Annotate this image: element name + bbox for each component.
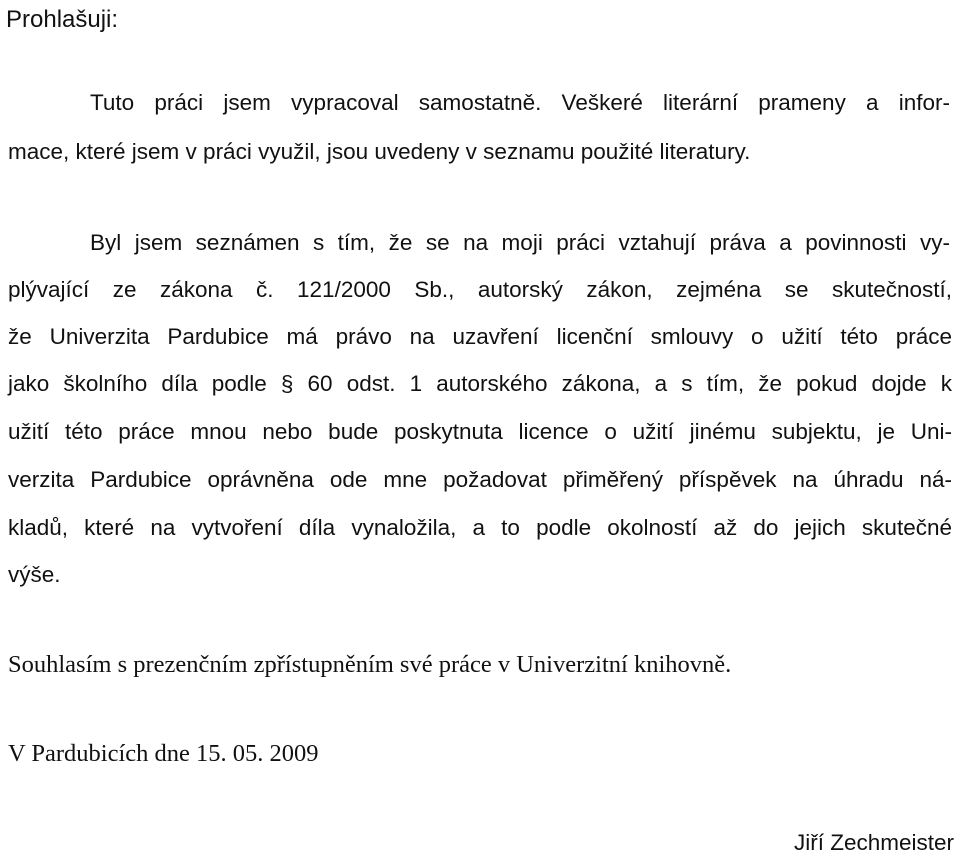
page-title: Prohlašuji: (6, 6, 119, 33)
paragraph-line: Tuto práci jsem vypracoval samostatně. Veškeré literární prameny a infor- (90, 90, 950, 115)
paragraph-line: verzita Pardubice oprávněna ode mne požadovat přiměřený příspěvek na úhradu ná- (8, 467, 952, 492)
paragraph-line: mace, které jsem v práci využil, jsou uvedeny v seznamu použité literatury. (8, 139, 751, 164)
paragraph-line: plývající ze zákona č. 121/2000 Sb., autorský zákon, zejména se skutečností, (8, 277, 952, 302)
consent-statement: Souhlasím s prezenčním zpřístupněním své práce v Univerzitní knihovně. (8, 651, 732, 678)
paragraph-line: výše. (8, 562, 61, 587)
paragraph-line: že Univerzita Pardubice má právo na uzavření licenční smlouvy o užití této práce (8, 324, 952, 349)
paragraph-line: jako školního díla podle § 60 odst. 1 autorského zákona, a s tím, že pokud dojde k (8, 371, 952, 396)
paragraph-line: Byl jsem seznámen s tím, že se na moji práci vztahují práva a povinnosti vy- (90, 230, 950, 255)
paragraph-line: kladů, které na vytvoření díla vynaložila, a to podle okolností až do jejich skutečné (8, 515, 952, 540)
paragraph-line: užití této práce mnou nebo bude poskytnuta licence o užití jinému subjektu, je Uni- (8, 419, 952, 444)
place-date: V Pardubicích dne 15. 05. 2009 (8, 740, 319, 767)
signature-name: Jiří Zechmeister (793, 830, 954, 855)
